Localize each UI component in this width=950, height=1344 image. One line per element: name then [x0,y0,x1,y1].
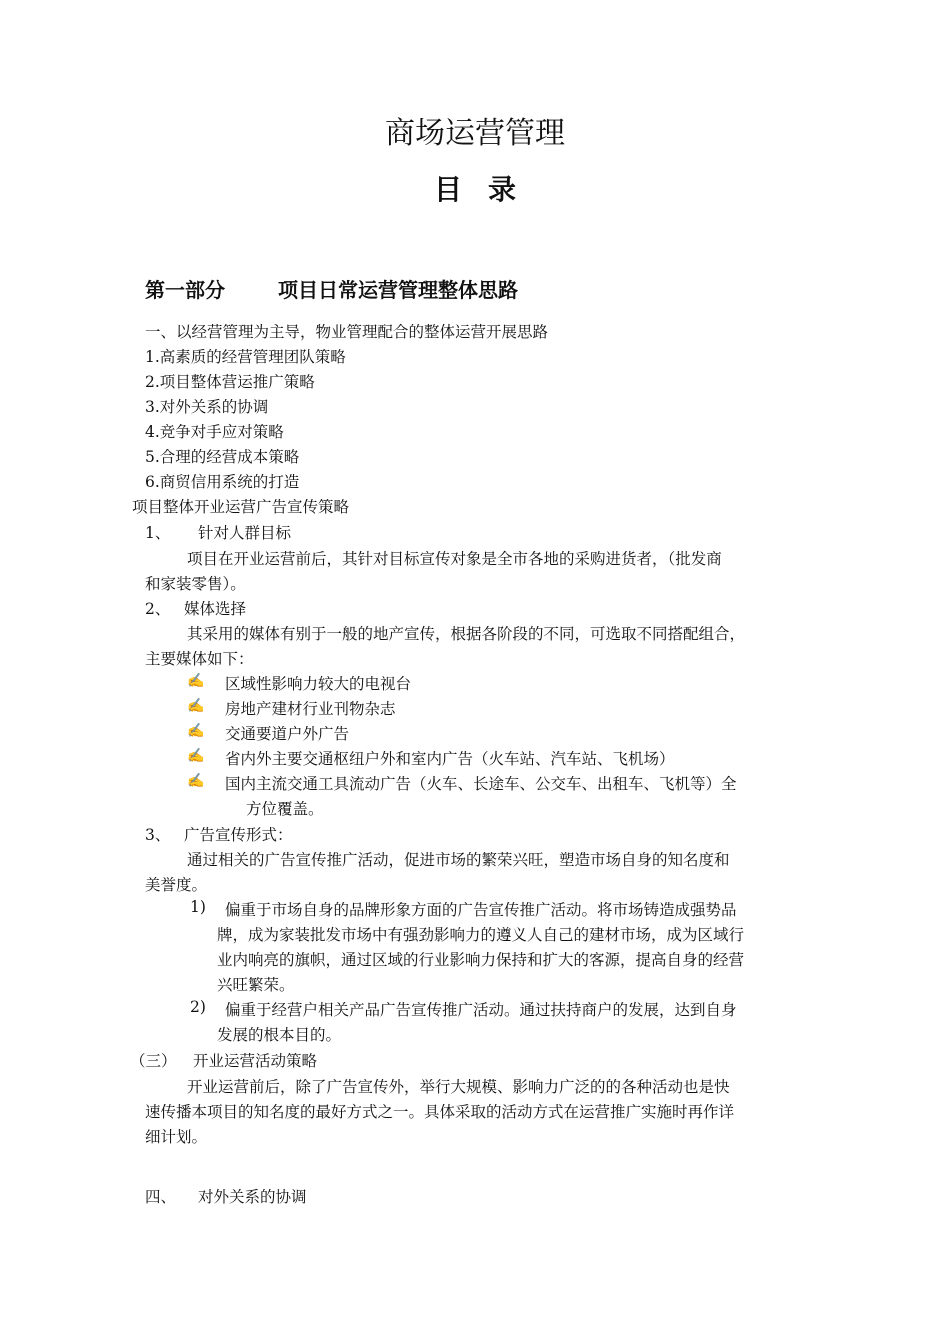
bullet-item: 区域性影响力较大的电视台 [225,675,412,693]
point-line: 偏重于市场自身的品牌形象方面的广告宣传推广活动。将市场铸造成强势品 [225,901,737,919]
bullet-item: 省内外主要交通枢纽户外和室内广告（火车站、汽车站、飞机场） [225,750,675,768]
list-item: 4.竞争对手应对策略 [145,423,284,441]
pen-bullet-icon: ✍ [187,673,205,689]
list-item: 3.对外关系的协调 [145,398,269,416]
document-title: 商场运营管理 [385,116,565,151]
sub2-number: 2、 [145,600,171,618]
point-line: 偏重于经营户相关产品广告宣传推广活动。通过扶持商户的发展，达到自身 [225,1001,737,1019]
sub3-number: 3、 [145,826,171,844]
paragraph-line: 细计划。 [145,1128,208,1146]
point-line: 发展的根本目的。 [217,1026,342,1044]
paragraph-line: 美誉度。 [145,876,208,894]
bullet-item: 交通要道户外广告 [225,725,350,743]
toc-heading: 目录 [433,173,542,206]
sub3-label: 广告宣传形式： [184,826,293,844]
paragraph-line: 开业运营前后，除了广告宣传外，举行大规模、影响力广泛的的各种活动也是快 [187,1078,730,1096]
section4-label: 对外关系的协调 [198,1188,307,1206]
list-item: 1.高素质的经营管理团队策略 [145,348,346,366]
section4-number: 四、 [145,1188,177,1206]
part1-number: 第一部分 [145,278,225,302]
list-item: 2.项目整体营运推广策略 [145,373,315,391]
point-line: 业内响亮的旗帜，通过区域的行业影响力保持和扩大的客源，提高自身的经营 [217,951,745,969]
bullet-item: 房地产建材行业刊物杂志 [225,700,396,718]
list-item: 5.合理的经营成本策略 [145,448,300,466]
paragraph-line: 项目在开业运营前后，其针对目标宣传对象是全市各地的采购进货者，（批发商 [187,550,722,568]
pen-bullet-icon: ✍ [187,748,205,764]
sub1-label: 针对人群目标 [198,524,292,542]
section3-number: （三） [130,1052,177,1070]
paragraph-line: 其采用的媒体有别于一般的地产宣传，根据各阶段的不同，可选取不同搭配组合， [187,625,746,643]
paragraph-line: 通过相关的广告宣传推广活动，促进市场的繁荣兴旺，塑造市场自身的知名度和 [187,851,730,869]
point-line: 兴旺繁荣。 [217,976,295,994]
paragraph-line: 速传播本项目的知名度的最好方式之一。具体采取的活动方式在运营推广实施时再作详 [145,1103,735,1121]
section2-heading: 项目整体开业运营广告宣传策略 [132,498,350,516]
paragraph-line: 和家装零售）。 [145,575,246,593]
bullet-continuation: 方位覆盖。 [246,800,324,818]
pen-bullet-icon: ✍ [187,773,205,789]
section1-heading: 一、以经营管理为主导，物业管理配合的整体运营开展思路 [145,323,549,341]
bullet-item: 国内主流交通工具流动广告（火车、长途车、公交车、出租车、飞机等）全 [225,775,737,793]
part1-title: 项目日常运营管理整体思路 [278,278,518,302]
sub2-label: 媒体选择 [184,600,247,618]
pen-bullet-icon: ✍ [187,723,205,739]
point-line: 牌，成为家装批发市场中有强劲影响力的遵义人自己的建材市场，成为区域行 [217,926,745,944]
point-number: 2) [190,998,206,1016]
paragraph-line: 主要媒体如下： [145,650,254,668]
sub1-number: 1、 [145,524,171,542]
pen-bullet-icon: ✍ [187,698,205,714]
section3-label: 开业运营活动策略 [193,1052,318,1070]
point-number: 1) [190,898,206,916]
list-item: 6.商贸信用系统的打造 [145,473,300,491]
